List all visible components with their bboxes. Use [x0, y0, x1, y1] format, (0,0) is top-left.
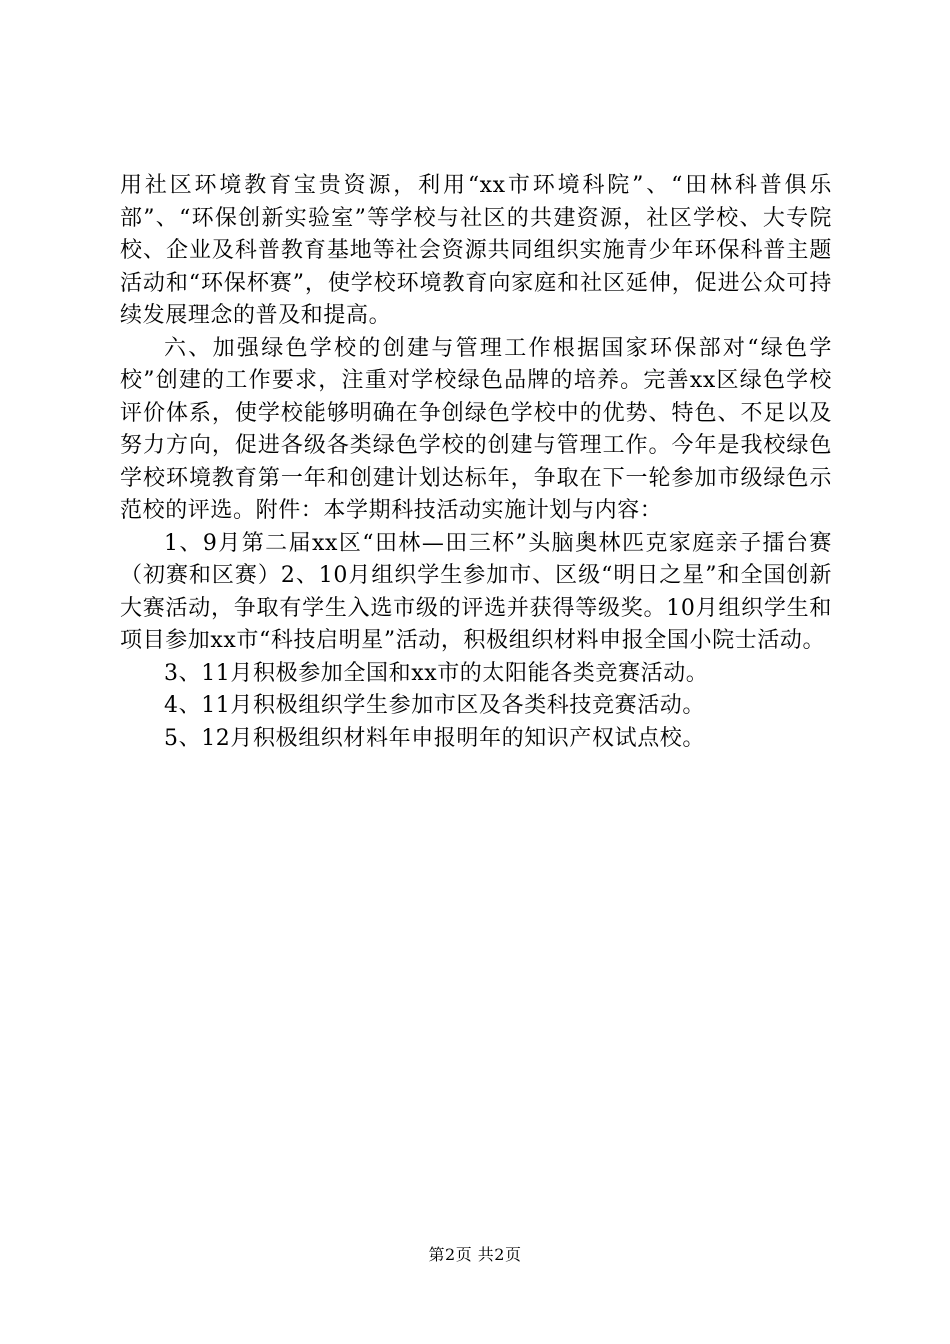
document-body [120, 170, 832, 755]
page-number-label: 第2页 共2页 [428, 1245, 522, 1264]
paragraph-green-school: 六、加强绿色学校的创建与管理工作根据国家环保部对“绿色学校”创建的工作要求，注重对学校绿色品牌的培养。完善xx区绿色学校评价体系，使学校能够明确在争创绿色学校中的优势、特色、不足以及努力方向，促进各级各类绿色学校的创建与管理工作。今年是我校绿色学校环境教育第一年和创建计划达标年，争取在下一轮参加市级绿色示范校的评选。附件：本学期科技活动实施计划与内容： [120, 335, 832, 523]
paragraph-plan-item-4: 4、11月积极组织学生参加市区及各类科技竞赛活动。 [164, 693, 705, 718]
paragraph-plan-item-1-2: 1、9月第二届xx区“田林—田三杯”头脑奥林匹克家庭亲子擂台赛（初赛和区赛）2、10月组织学生参加市、区级“明日之星”和全国创新大赛活动，争取有学生入选市级的评选并获得等级奖。10月组织学生和项目参加xx市“科技启明星”活动，积极组织材料申报全国小院士活动。 [120, 530, 832, 653]
paragraph-plan-item-5: 5、12月积极组织材料年申报明年的知识产权试点校。 [164, 725, 705, 751]
page-footer [0, 1245, 950, 1265]
paragraph-plan-item-3: 3、11月积极参加全国和xx市的太阳能各类竞赛活动。 [164, 660, 709, 686]
paragraph-community-resources: 用社区环境教育宝贵资源，利用“xx市环境科院”、“田林科普俱乐部”、“环保创新实验室”等学校与社区的共建资源，社区学校、大专院校、企业及科普教育基地等社会资源共同组织实施青少年环保科普主题活动和“环保杯赛”，使学校环境教育向家庭和社区延伸，促进公众可持续发展理念的普及和提高。 [120, 173, 832, 328]
